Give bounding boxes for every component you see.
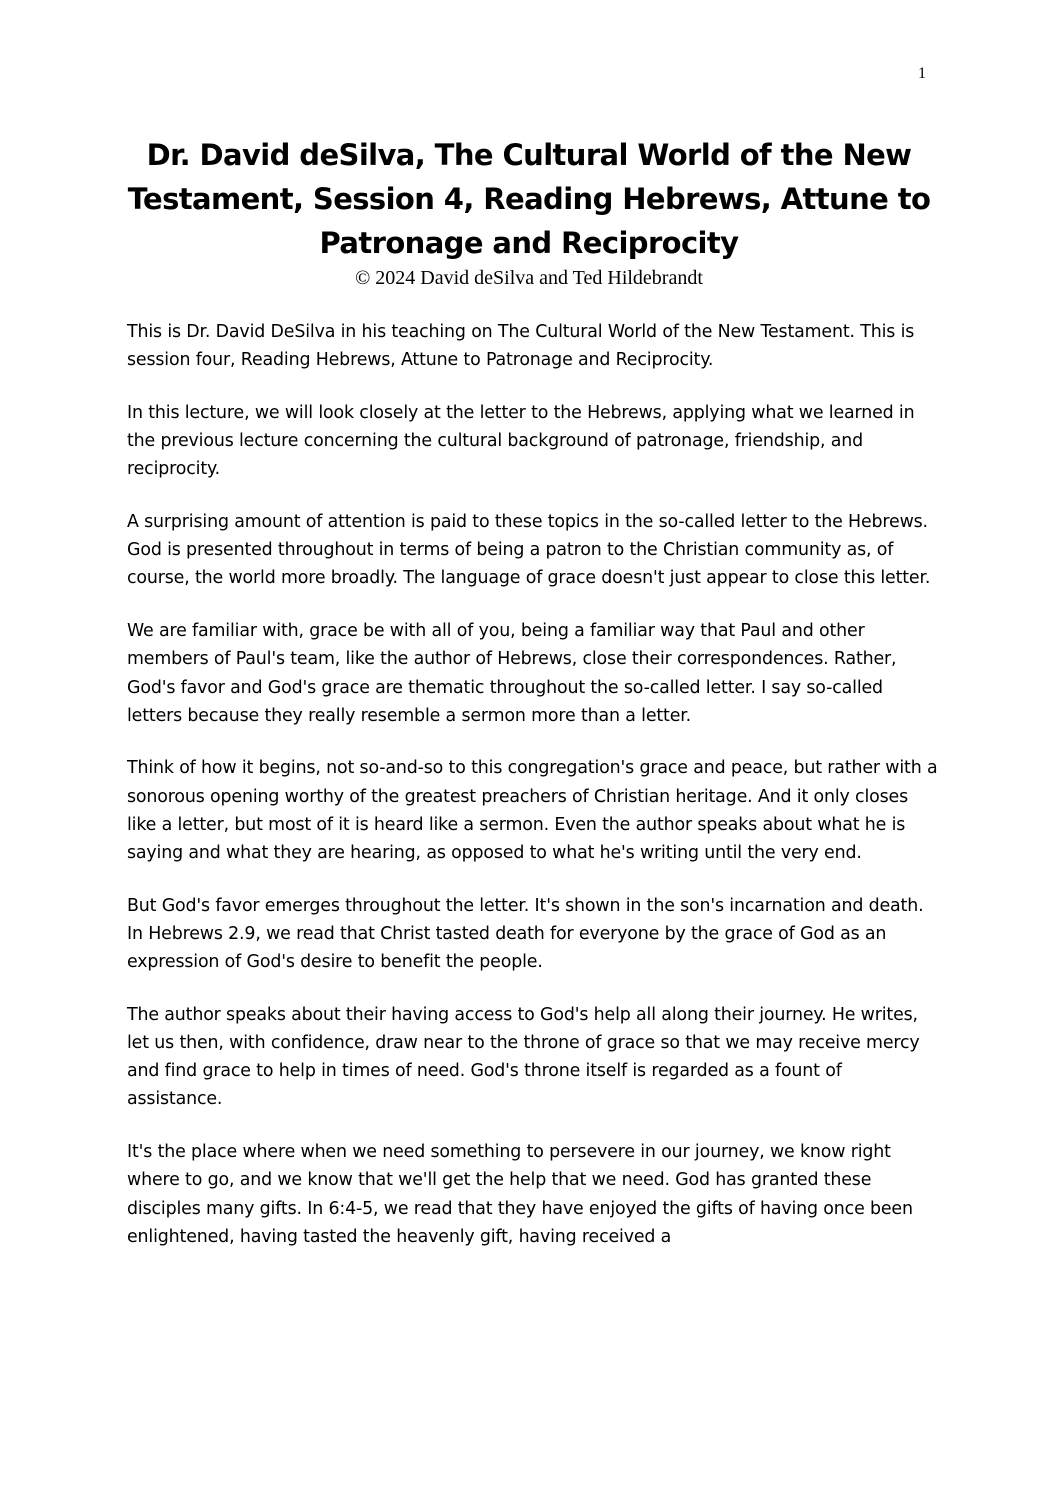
- copyright-line: © 2024 David deSilva and Ted Hildebrandt: [355, 267, 703, 289]
- paragraph: In this lecture, we will look closely at the letter to the Hebrews, applying what we learned in the previous lecture concerning the cultural background of patronage, friendship, and reciprocity.: [127, 402, 915, 480]
- paragraph: We are familiar with, grace be with all of you, being a familiar way that Paul and other members of Paul's team, like the author of Hebrews, close their correspondences. Rather, God's favor and God's grace are thematic throughout the so-called letter. I say so-called letters because they really resemble a sermon more than a letter.: [127, 621, 897, 726]
- paragraph: Think of how it begins, not so-and-so to this congregation's grace and peace, but rather with a sonorous opening worthy of the greatest preachers of Christian heritage. And it only closes like a letter, but most of it is heard like a sermon. Even the author speaks about what he is saying and what they are hearing, as opposed to what he's writing until the very end.: [127, 758, 938, 864]
- paragraph: This is Dr. David DeSilva in his teaching on The Cultural World of the New Testament. This is session four, Reading Hebrews, Attune to Patronage and Reciprocity.: [127, 322, 915, 371]
- paragraph: But God's favor emerges throughout the letter. It's shown in the son's incarnation and death. In Hebrews 2.9, we read that Christ tasted death for everyone by the grace of God as an expression of God's desire to benefit the people.: [127, 895, 924, 973]
- paragraph: It's the place where when we need something to persevere in our journey, we know right where to go, and we know that we'll get the help that we need. God has granted these disciples many gifts. In 6:4-5, we read that they have enjoyed the gifts of having once been enlightened, having tasted the heavenly gift, having received a: [127, 1142, 913, 1247]
- document-body: [127, 318, 939, 1275]
- paragraph: A surprising amount of attention is paid to these topics in the so-called letter to the Hebrews. God is presented throughout in terms of being a patron to the Christian community as, of course, the world more broadly. The language of grace doesn't just appear to close this letter.: [127, 512, 931, 589]
- page-number: 1: [918, 65, 926, 82]
- paragraph: The author speaks about their having access to God's help all along their journey. He writes, let us then, with confidence, draw near to the throne of grace so that we may receive mercy and find grace to help in times of need. God's throne itself is regarded as a fount of assistance.: [127, 1004, 920, 1110]
- document-title: Dr. David deSilva, The Cultural World of the New Testament, Session 4, Reading Hebrews, Attune to Patronage and Reciprocity: [127, 138, 931, 260]
